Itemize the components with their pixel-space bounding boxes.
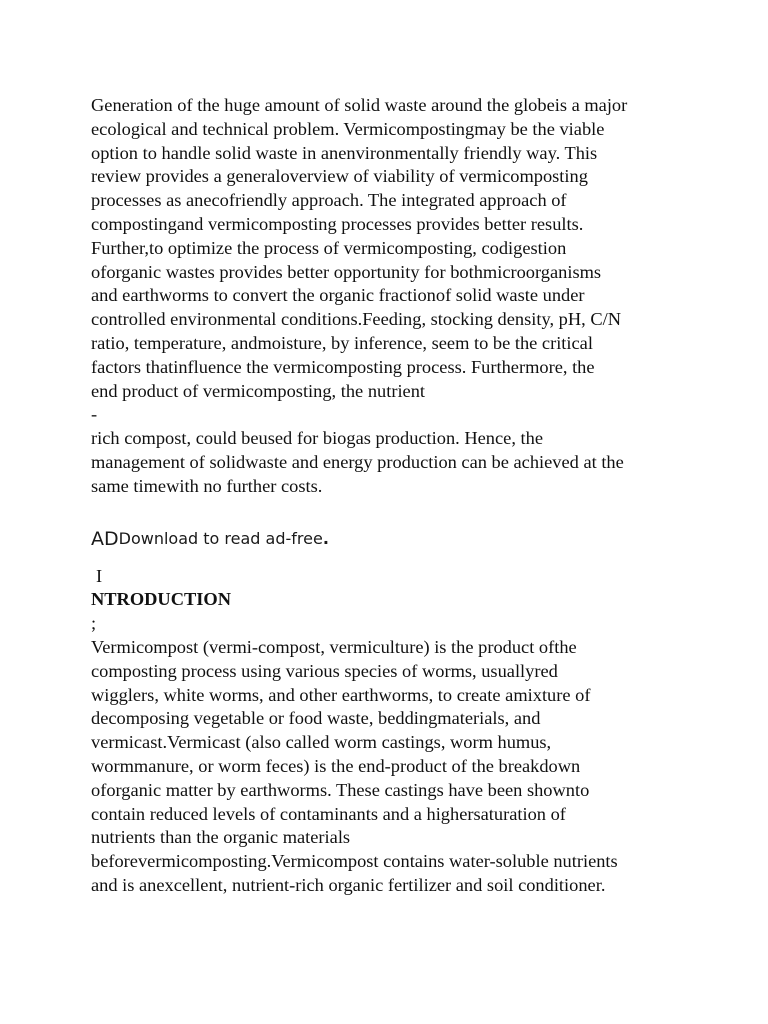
abstract-line: ecological and technical problem. Vermicompostingmay be the viable xyxy=(91,118,605,139)
abstract-line: end product of vermicomposting, the nutrient xyxy=(91,380,426,401)
intro-line: and is anexcellent, nutrient-rich organic fertilizer and soil conditioner. xyxy=(91,874,606,895)
intro-line: decomposing vegetable or food waste, beddingmaterials, and xyxy=(91,708,541,729)
download-ad-free-link[interactable]: Download to read ad-free xyxy=(118,529,323,549)
intro-line: beforevermicomposting.Vermicompost contains water-soluble nutrients xyxy=(91,851,618,872)
ad-period: . xyxy=(322,529,329,549)
abstract-line: controlled environmental conditions.Feeding, stocking density, pH, C/N xyxy=(91,309,622,330)
abstract-line: processes as anecofriendly approach. The integrated approach of xyxy=(91,190,567,211)
ad-label: AD xyxy=(91,527,119,550)
abstract-hyphen-line: - xyxy=(91,404,98,425)
abstract-line: option to handle solid waste in anenvironmentally friendly way. This xyxy=(91,142,598,163)
abstract-line: oforganic wastes provides better opportunity for bothmicroorganisms xyxy=(91,261,602,282)
introduction-paragraph xyxy=(91,636,691,898)
abstract-line: ratio, temperature, andmoisture, by inference, seem to be the critical xyxy=(91,332,593,353)
intro-line: wormmanure, or worm feces) is the end-product of the breakdown xyxy=(91,755,581,776)
abstract-line: compostingand vermicomposting processes provides better results. xyxy=(91,213,584,234)
abstract-line: Further,to optimize the process of vermicomposting, codigestion xyxy=(91,237,567,258)
abstract-line: review provides a generaloverview of viability of vermicomposting xyxy=(91,166,588,187)
intro-line: wigglers, white worms, and other earthworms, to create amixture of xyxy=(91,684,591,705)
intro-line: composting process using various species of worms, usuallyred xyxy=(91,660,558,681)
heading-initial-letter: I xyxy=(96,565,103,586)
intro-line: Vermicompost (vermi-compost, vermiculture) is the product ofthe xyxy=(91,636,577,657)
abstract-line: Generation of the huge amount of solid waste around the globeis a major xyxy=(91,95,628,115)
abstract-line: factors thatinfluence the vermicomposting process. Furthermore, the xyxy=(91,356,595,377)
intro-line: nutrients than the organic materials xyxy=(91,827,351,848)
heading-punctuation: ; xyxy=(91,613,97,634)
abstract-paragraph xyxy=(91,94,691,499)
abstract-line: same timewith no further costs. xyxy=(91,475,323,496)
heading-title: NTRODUCTION xyxy=(91,589,231,610)
abstract-line: rich compost, could beused for biogas production. Hence, the xyxy=(91,428,543,449)
abstract-line: and earthworms to convert the organic fractionof solid waste under xyxy=(91,285,585,306)
intro-line: oforganic matter by earthworms. These castings have been shownto xyxy=(91,779,590,800)
ad-banner xyxy=(91,522,691,556)
intro-line: vermicast.Vermicast (also called worm castings, worm humus, xyxy=(91,732,552,753)
abstract-line: management of solidwaste and energy production can be achieved at the xyxy=(91,451,624,472)
introduction-heading xyxy=(91,565,691,636)
intro-line: contain reduced levels of contaminants and a highersaturation of xyxy=(91,803,566,824)
document-page xyxy=(91,94,691,898)
